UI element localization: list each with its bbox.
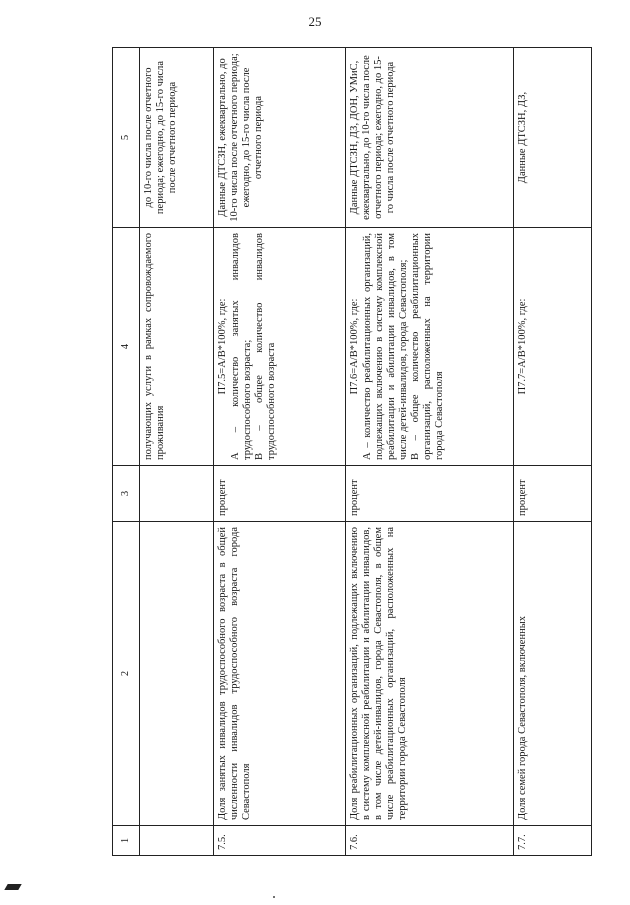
formula: П7.5=А/В*100%, где: [217,298,228,395]
page-number: 25 [308,14,322,29]
data-source: Данные ДТСЗН, ДЗ, ДОН, УМиС, ежеквартально, до 10-го числа после отчетного периода; ежегодно, до 15-го числа после отчетного периода [346,48,514,228]
rotated-table-wrapper [112,48,592,856]
indicator-name: Доля реабилитационных организаций, подлежащих включению в систему комплексной реабилитации и абилитации инвалидов, в том числе детей-инвалидов, города Севастополя, в общем числе реабилитационных организаций, расположенных на территории города Севастополя [346,522,514,826]
table-row [214,48,346,856]
header-col-3: 3 [113,466,140,522]
unit: процент [346,466,514,522]
data-source: Данные ДТСЗН, ДЗ, [514,48,592,228]
header-col-4: 4 [113,228,140,466]
calculation-method [346,228,514,466]
header-col-5: 5 [113,48,140,228]
definition-a: А – количество занятых инвалидов трудоспособного возраста; [230,233,254,460]
continuation-source: до 10-го числа после отчетного периода; ежегодно, до 15-го числа после отчетного периода [140,48,214,228]
indicators-table [112,47,592,856]
indicator-name: Доля семей города Севастополя, включенных [514,522,592,826]
data-source: Данные ДТСЗН, ежеквартально, до 10-го числа после отчетного периода; ежегодно, до 15-го числа после отчетного периода [214,48,346,228]
scan-speck [273,896,275,898]
continuation-text: получающих услуги в рамках сопровождаемого проживания [140,228,214,466]
scan-mark [4,884,21,890]
header-row [113,48,140,856]
unit: процент [214,466,346,522]
formula: П7.7=А/В*100%, где: [517,298,528,395]
definition-b: В – общее количество инвалидов трудоспособного возраста [254,233,278,460]
header-col-2: 2 [113,522,140,826]
definition-b: В – общее количество реабилитационных организаций, расположенных на территории города Севастополя [410,233,446,460]
row-number: 7.7. [514,826,592,856]
table-row [346,48,514,856]
formula: П7.6=А/В*100%, где: [349,298,360,395]
definition-a: А – количество реабилитационных организаций, подлежащих включению в систему комплексной реабилитации и абилитации инвалидов, в том числе детей-инвалидов, города Севастополя; [362,233,410,460]
table-row [514,48,592,856]
calculation-method [214,228,346,466]
header-col-1: 1 [113,826,140,856]
row-number: 7.6. [346,826,514,856]
indicator-name: Доля занятых инвалидов трудоспособного возраста в общей численности инвалидов трудоспособного возраста города Севастополя [214,522,346,826]
unit: процент [514,466,592,522]
calculation-method [514,228,592,466]
table-row-continuation [140,48,214,856]
row-number: 7.5. [214,826,346,856]
